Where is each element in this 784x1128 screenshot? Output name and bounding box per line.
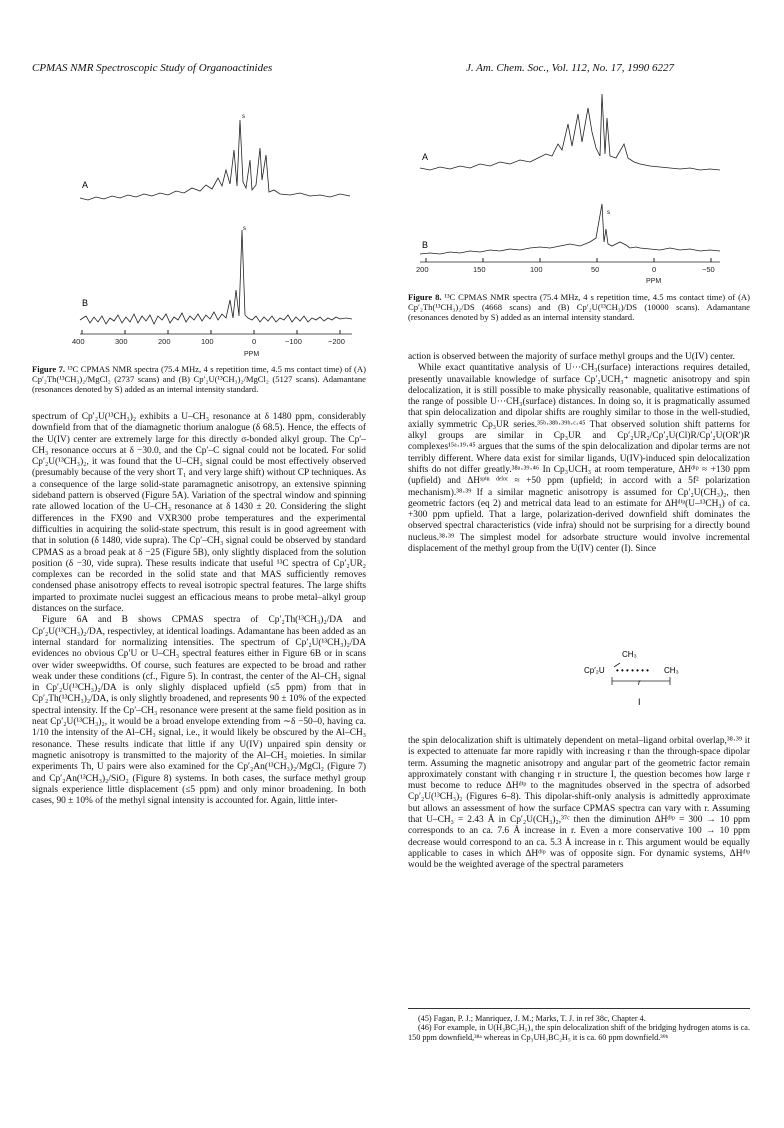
figure-8-caption [408, 292, 750, 322]
figure-8-trace-a [420, 94, 720, 170]
paragraph: Figure 6A and B shows CPMAS spectra of Cp′₂Th(¹³CH₃)₂/DA and Cp′₂U(¹³CH₃)₂/DA, respectivley, at identical loadings. Adamantane has been added as an internal standard for normalizing intensities. The spectrum of Cp′₂U(¹³CH₃)₂/DA evidences no obvious Cp′U or U–CH₃ spectral features either in Figure 6B or in scans over wider sweepwidths. Of course, such features are expected to be broad and rather weak under these conditions (cf., Figure 5). In contrast, the center of the Al–CH₃ signal in Cp′₂U(¹³CH₃)₂/DA is only slighly displaced upfield (≤5 ppm) from that in Cp′₂Th(¹³CH₃)₂/DA, is only slightly broadened, and represents 90 ± 10% of the expected spectral intensity. If the Cp′–CH₃ resonance were present at the same field position as in neat Cp′₂U(¹³CH₃)₂, it would be a broad envelope extending from ∼δ −50–0, having ca. 1/10 the intensity of the Al–CH₃ signal, i.e., it would likely be obscured by the Al–CH₃ resonance. These results indicate that little if any U(IV) unpaired spin density or magnetic anisotropy is transmitted to the majority of the Al–CH₃ moieties. In similar experiments Th, U pairs were also examined for the Cp′₂An(¹³CH₃)₂/MgCl₂ (Figure 7) and Cp′₂An(¹³CH₃)₂/SiO₂ (Figure 8) systems. In both cases, the surface methyl group signals experience little displacement (≤5 ppm) and only minor broadening. In both cases, 90 ± 10% of the methyl signal intensity is accounted for. Again, little inter- [32, 615, 366, 807]
figure-8-tick-label: 50 [591, 265, 600, 274]
structure-dots: • • • • • • • [616, 666, 649, 675]
figure-7-tick-label: 100 [201, 337, 214, 346]
figure-8-tick-label: 100 [530, 265, 543, 274]
figure-8-x-label: PPM [646, 278, 662, 285]
structure-ch3-right: CH₃ [664, 666, 679, 675]
running-header-right: J. Am. Chem. Soc., Vol. 112, No. 17, 1990 6227 [466, 62, 674, 74]
figure-8-tick-label: 200 [416, 265, 429, 274]
figure-7-tick-label: −200 [328, 337, 345, 346]
left-column-body [32, 412, 366, 807]
right-column-body-top [408, 352, 750, 555]
footnote: (45) Fagan, P. J.; Manriquez, J. M.; Marks, T. J. in ref 38c, Chapter 4. [418, 1014, 646, 1023]
figure-7-caption [32, 364, 366, 394]
figure-7-label-a: A [82, 180, 89, 190]
figure-7-trace-b [80, 230, 352, 324]
figure-8-s-label: s [607, 210, 610, 216]
figure-7-label-b: B [82, 298, 89, 308]
figure-7-spectra [72, 90, 360, 360]
paragraph: the spin delocalization shift is ultimately dependent on metal–ligand orbital overlap,³⁸·³⁹ it is expected to attenuate far more rapidly with increasing r than the through-space dipolar term. Assuming the magnetic anisotropy and angular part of the geometric factor remain approximately constant with changing r in structure I, the question becomes how large r must become to reduce ΔHᵈⁱᵖ to the magnitudes observed in the spectra of adsorbed Cp′₂U(¹³CH₃)₂ (Figures 6–8). This dipolar-shift-only analysis is admittedly approximate but allows an assessment of how the surface CPMAS spectra can vary with r. Assuming that U–CH₃ = 2.43 Å in Cp′₂U(CH₃)₂,³⁷ᶜ then the diminution ΔHᵈⁱᵖ = 300 → 10 ppm corresponds to an ca. 7.6 Å increase in r. Even a more conservative 100 → 10 ppm decrease would correspond to an ca. 5.3 Å increase in r. This argument would be equally applicable to cases in which ΔHᵈⁱᵖ was of opposite sign. For dynamic systems, ΔHᵈⁱᵖ would be the weighted average of the spectral parameters [408, 736, 750, 871]
figure-8-label-b: B [422, 240, 429, 250]
figure-7-tick-label: 200 [158, 337, 171, 346]
figure-8-tick-label: −50 [702, 265, 715, 274]
figure-8-trace-b [420, 204, 720, 254]
figure-7-tick-label: 400 [72, 337, 85, 346]
right-column-body-bottom [408, 736, 750, 872]
figure-7-x-label: PPM [244, 351, 260, 358]
figure-7-s-label-b: s [243, 226, 246, 232]
figure-7-caption-text: ¹³C CPMAS NMR spectra (75.4 MHz, 4 s repetition time, 4.5 ms contact time) of (A) Cp′₂Th(¹³CH₃)₂/MgCl₂ (2737 scans) and (B) Cp′₂U(¹³CH₃)₂/MgCl₂ (5127 scans). Adamantane (resonances denoted by S) added as an internal intensity standard. [32, 364, 366, 394]
figure-7-trace-a [80, 120, 350, 200]
footnotes [408, 1014, 750, 1042]
footnote: (46) For example, in U(H₃BC₂H₅)₄ the spin delocalization shift of the bridging hydrogen atoms is ca. 150 ppm downfield,³⁸ᵃ whereas in Cp₃UH₃BC₂H₅ it is ca. 60 ppm downfield.³⁹ᵇ [408, 1023, 750, 1042]
figure-8-tick-label: 150 [473, 265, 486, 274]
figure-7-caption-title: Figure 7. [32, 364, 66, 374]
paragraph: spectrum of Cp′₂U(¹³CH₃)₂ exhibits a U–CH₃ resonance at δ 1480 ppm, considerably downfield from that of the diamagnetic thorium analogue (δ 68.5). Hence, the effects of the U(IV) center are extremely large for this directly σ-bonded alkyl group. The Cp′–CH₃ resonance occurs at δ −30.0, and the Cp′–C signal could not be located. For solid Cp′₂U(¹³CH₃)₂, it was found that the U–CH₃ signal could be most effectively observed (presumably because of the very short T₁ and very large shift) without CP techniques. As a consequence of the large solid-state paramagnetic anisotropy, an extensive spinning sideband pattern is observed (Figure 5A). Variation of the spectral window and spinning rate allowed location of the U–CH₃ resonance at δ 1430 ± 20. Considering the slight differences in the FX90 and VXR300 probe temperatures and the experimental difficulties in acquiring the solid-state spectrum, this result is in good agreement with that in solution (δ 1480, vide supra). The Cp′–CH₃ signal could be observed by standard CPMAS as a broad peak at δ −25 (Figure 5B), only slightly displaced from the solution position (δ −30, vide supra). These results indicate that useful ¹³C spectra of Cp′₂UR₂ complexes can be recorded in the solid state and that MAS sufficiently removes condensed phase anisotropy effects to reveal isotropic spectral features. The large shifts imparted to proximate nuclei suggest an efficacious means to probe metal–alkyl group distances on the surface. [32, 412, 366, 615]
structure-numeral: I [638, 697, 641, 707]
paragraph: action is observed between the majority of surface methyl groups and the U(IV) center. [408, 352, 735, 362]
figure-8-spectra [416, 84, 740, 285]
paragraph: While exact quantitative analysis of U···CH₃(surface) interactions requires detailed, presently unavailable knowledge of surface Cp′₂UCH₃⁺ magnetic anisotropy and spin delocalization, it is still possible to make physically reasonable, qualitative estimations of the range of possible U···CH₃(surface) distances. In doing so, it is pragmatically assumed that spin delocalization and dipolar shifts are roughly similar to those in the well-studied, axially symmetric Cp₃UR series.³⁵ᵇ·³⁸ᵇ·³⁹ᵇ·ᶜ·⁴⁵ That observed solution shift patterns for alkyl groups are similar in Cp₃UR and Cp′₂UR₂/Cp′₂U(Cl)R/Cp′₂U(OR′)R complexes¹⁵ᵃ·¹⁹·⁴⁵ argues that the sums of the spin delocalization and dipolar terms are not terribly different. Where data exist for similar ligands, U(IV)-induced spin delocalization shifts do not differ greatly.³⁸ᵃ·³⁹·⁴⁶ In Cp₃UCH₃ at room temperature, ΔHᵈⁱᵖ ≈ +130 ppm (upfield) and ΔHˢᵖⁱⁿ ᵈᵉˡᵒᶜ ≈ +50 ppm (upfield; in accord with a 5f² polarization mechanism).³⁸·³⁹ If a similar magnetic anisotropy is assumed for Cp′₂U(CH₃)₂, then geometric factors (eq 2) and metrical data lead to an estimate for ΔHᵈⁱᵖ(U–¹³CH₃) of ca. +300 ppm upfield. That a large, polarization-derived downfield shift dominates the observed spectral characteristics (vide infra) should not be surprising for a directly bound nucleus.³⁸·³⁹ The simplest model for adsorbate structure would involve incremental displacement of the methyl group from the U(IV) center (I). Since [408, 363, 750, 555]
figure-8-label-a: A [422, 152, 429, 162]
structure-i-diagram [582, 647, 702, 717]
figure-8-tick-label: 0 [652, 265, 657, 274]
footnote-rule [408, 1008, 750, 1009]
structure-r-label: r [638, 678, 641, 687]
figure-7-tick-label: 0 [252, 337, 257, 346]
structure-cp-u: Cp′₂U [584, 666, 605, 675]
structure-ch3-top: CH₃ [622, 650, 637, 659]
figure-8-caption-title: Figure 8. [408, 292, 442, 302]
figure-7-tick-label: 300 [115, 337, 128, 346]
figure-7-tick-label: −100 [285, 337, 302, 346]
running-header-left: CPMAS NMR Spectroscopic Study of Organoactinides [32, 62, 273, 74]
figure-8-caption-text: ¹³C CPMAS NMR spectra (75.4 MHz, 4 s repetition time, 4.5 ms contact time) of (A) Cp′₂Th(¹³CH₃)₂/DS (4668 scans) and (B) Cp′₂U(¹³CH₃)/DS (10000 scans). Adamantane (resonances denoted by S) added as an internal intensity standard. [408, 292, 751, 322]
figure-7-s-label-a: s [242, 114, 245, 120]
